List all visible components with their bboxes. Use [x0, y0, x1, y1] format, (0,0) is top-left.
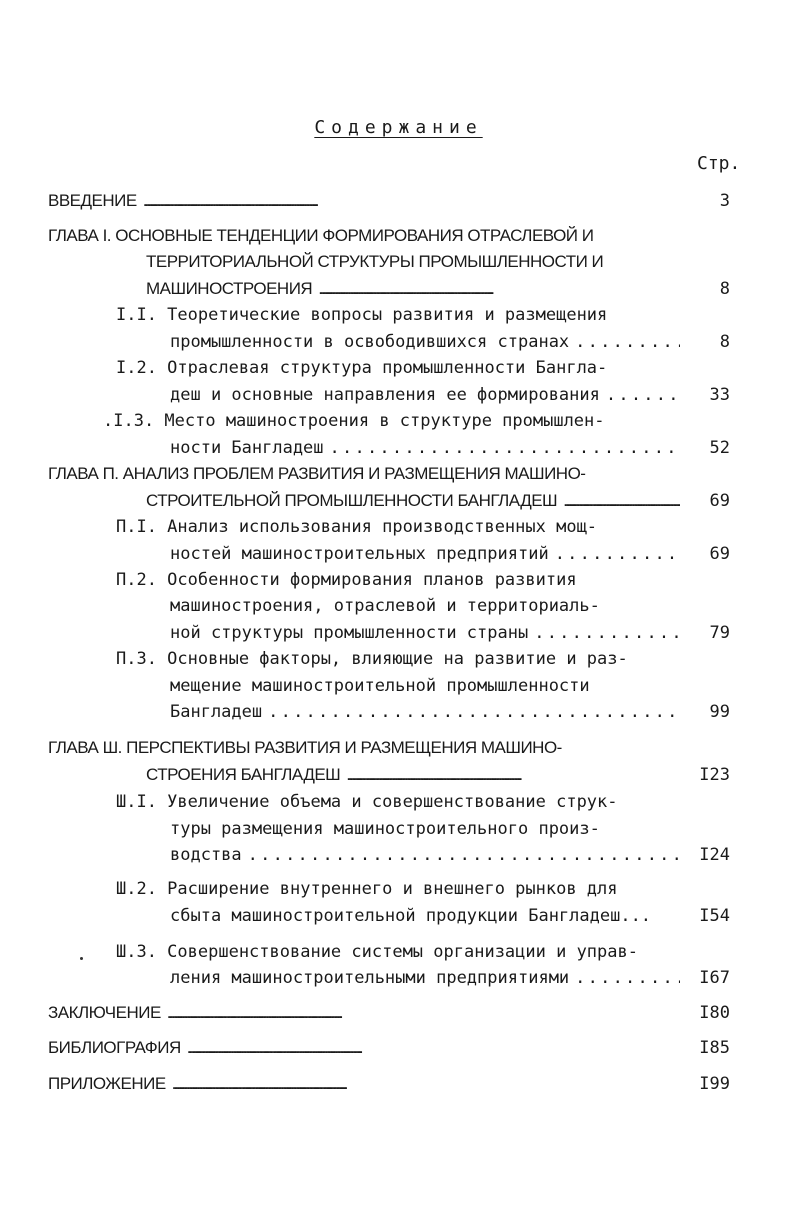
toc-entry-text: П.I. Анализ использования производственных мощ-: [116, 517, 598, 537]
toc-entry-line: [103, 408, 680, 434]
toc-entry-text: Ш.2. Расширение внутреннего и внешнего рынков для: [116, 879, 618, 899]
toc-page-number: I54: [699, 906, 730, 926]
toc-entry-text: водства . . .: [170, 842, 680, 868]
toc-entry-text: П.3. Основные факторы, влияющие на развитие и раз-: [116, 649, 628, 669]
toc-page-number: 69: [709, 491, 730, 511]
toc-entry-line: [116, 567, 680, 593]
toc-entry-line: [116, 646, 680, 672]
toc-entry-line: [170, 699, 680, 725]
toc-page-number: I23: [699, 765, 730, 785]
toc-entry-text: деш и основные направления ее формирования . . .: [170, 382, 680, 408]
toc-entry-text: ПРИЛОЖЕНИЕ . . .: [48, 1071, 345, 1097]
toc-entry-text: МАШИНОСТРОЕНИЯ . . .: [146, 276, 491, 302]
toc-entry-text: СТРОЕНИЯ БАНГЛАДЕШ . . .: [146, 762, 519, 788]
toc-entry-line: [48, 1035, 680, 1061]
toc-entry-text: туры размещения машиностроительного произ-: [170, 819, 600, 839]
toc-page-number: 52: [709, 438, 730, 458]
toc-entry-text: СТРОИТЕЛЬНОЙ ПРОМЫШЛЕННОСТИ БАНГЛАДЕШ . . .: [146, 488, 680, 514]
toc-entry-line: [170, 435, 680, 461]
toc-entry-text: ВВЕДЕНИЕ . . .: [48, 188, 316, 214]
page-title: Содержание: [314, 117, 483, 138]
toc-entry-text: .I.3. Место машиностроения в структуре промышлен-: [103, 411, 605, 431]
toc-page-number: 8: [719, 279, 730, 299]
toc-page-number: I80: [699, 1003, 730, 1023]
toc-page-number: 3: [719, 191, 730, 211]
toc-entry-text: ГЛАВА I. ОСНОВНЫЕ ТЕНДЕНЦИИ ФОРМИРОВАНИЯ ОТРАСЛЕВОЙ И: [48, 226, 594, 245]
toc-entry-line: [170, 673, 680, 699]
toc-entry-text: ностей машиностроительных предприятий . . .: [170, 541, 680, 567]
toc-entry-text: ной структуры промышленности страны . . .: [170, 620, 680, 646]
toc-entry-line: [48, 188, 680, 214]
toc-entry-line: [48, 1071, 680, 1097]
page-column-label: Стр.: [697, 153, 741, 174]
toc-entry-text: промышленности в освободившихся странах . . .: [170, 329, 680, 355]
toc-entry-line: [48, 223, 680, 249]
toc-entry-text: П.2. Особенности формирования планов развития: [116, 570, 577, 590]
toc-page-number: 8: [719, 332, 730, 352]
toc-entry-text: ления машиностроительными предприятиями . . .: [170, 965, 680, 991]
toc-entry-line: [146, 276, 680, 302]
toc-entry-line: [170, 965, 680, 991]
toc-page-number: 33: [709, 385, 730, 405]
toc-entry-text: ТЕРРИТОРИАЛЬНОЙ СТРУКТУРЫ ПРОМЫШЛЕННОСТИ И: [146, 252, 604, 271]
toc-entry-text: Ш.3. Совершенствование системы организации и управ-: [116, 942, 638, 962]
toc-entry-line: [48, 735, 680, 761]
toc-entry-text: ЗАКЛЮЧЕНИЕ . . .: [48, 1000, 340, 1026]
toc-entry-text: БИБЛИОГРАФИЯ . . .: [48, 1035, 360, 1061]
toc-entry-line: [146, 762, 680, 788]
toc-page-number: I24: [699, 845, 730, 865]
toc-entry-line: [170, 816, 680, 842]
toc-entry-text: сбыта машиностроительной продукции Бангладеш...: [170, 906, 652, 926]
toc-entry-text: ГЛАВА Ш. ПЕРСПЕКТИВЫ РАЗВИТИЯ И РАЗМЕЩЕНИЯ МАШИНО-: [48, 738, 562, 757]
toc-entry-line: [170, 382, 680, 408]
toc-entry-line: [146, 249, 680, 275]
toc-entry-line: [170, 620, 680, 646]
toc-entry-line: [48, 461, 680, 487]
toc-entry-line: [170, 593, 680, 619]
toc-entry-text: ГЛАВА П. АНАЛИЗ ПРОБЛЕМ РАЗВИТИЯ И РАЗМЕЩЕНИЯ МАШИНО-: [48, 464, 586, 483]
toc-entry-line: [116, 302, 680, 328]
toc-entry-line: [116, 355, 680, 381]
toc-page-number: I85: [699, 1038, 730, 1058]
toc-entry-text: машиностроения, отраслевой и территориаль-: [170, 596, 600, 616]
toc-entry-line: [48, 1000, 680, 1026]
scan-speck: [80, 957, 83, 960]
toc-entry-line: [170, 329, 680, 355]
toc-entry-text: Ш.I. Увеличение объема и совершенствование струк-: [116, 792, 618, 812]
toc-entry-line: [170, 903, 680, 929]
toc-entry-line: [116, 789, 680, 815]
toc-page-number: 69: [709, 544, 730, 564]
toc-entry-text: Бангладеш . . .: [170, 699, 680, 725]
toc-entry-line: [170, 541, 680, 567]
toc-entry-text: мещение машиностроительной промышленности: [170, 676, 590, 696]
toc-entry-line: [116, 514, 680, 540]
toc-entry-text: I.I. Теоретические вопросы развития и размещения: [116, 305, 608, 325]
toc-page-number: I99: [699, 1074, 730, 1094]
toc-page-number: 99: [709, 702, 730, 722]
toc-entry-line: [170, 842, 680, 868]
toc-entry-line: [146, 488, 680, 514]
toc-entry-text: I.2. Отраслевая структура промышленности Бангла-: [116, 358, 608, 378]
toc-entry-text: ности Бангладеш . . .: [170, 435, 680, 461]
toc-entry-line: [116, 876, 680, 902]
toc-entry-line: [116, 939, 680, 965]
toc-page-number: 79: [709, 623, 730, 643]
toc-page-number: I67: [699, 968, 730, 988]
